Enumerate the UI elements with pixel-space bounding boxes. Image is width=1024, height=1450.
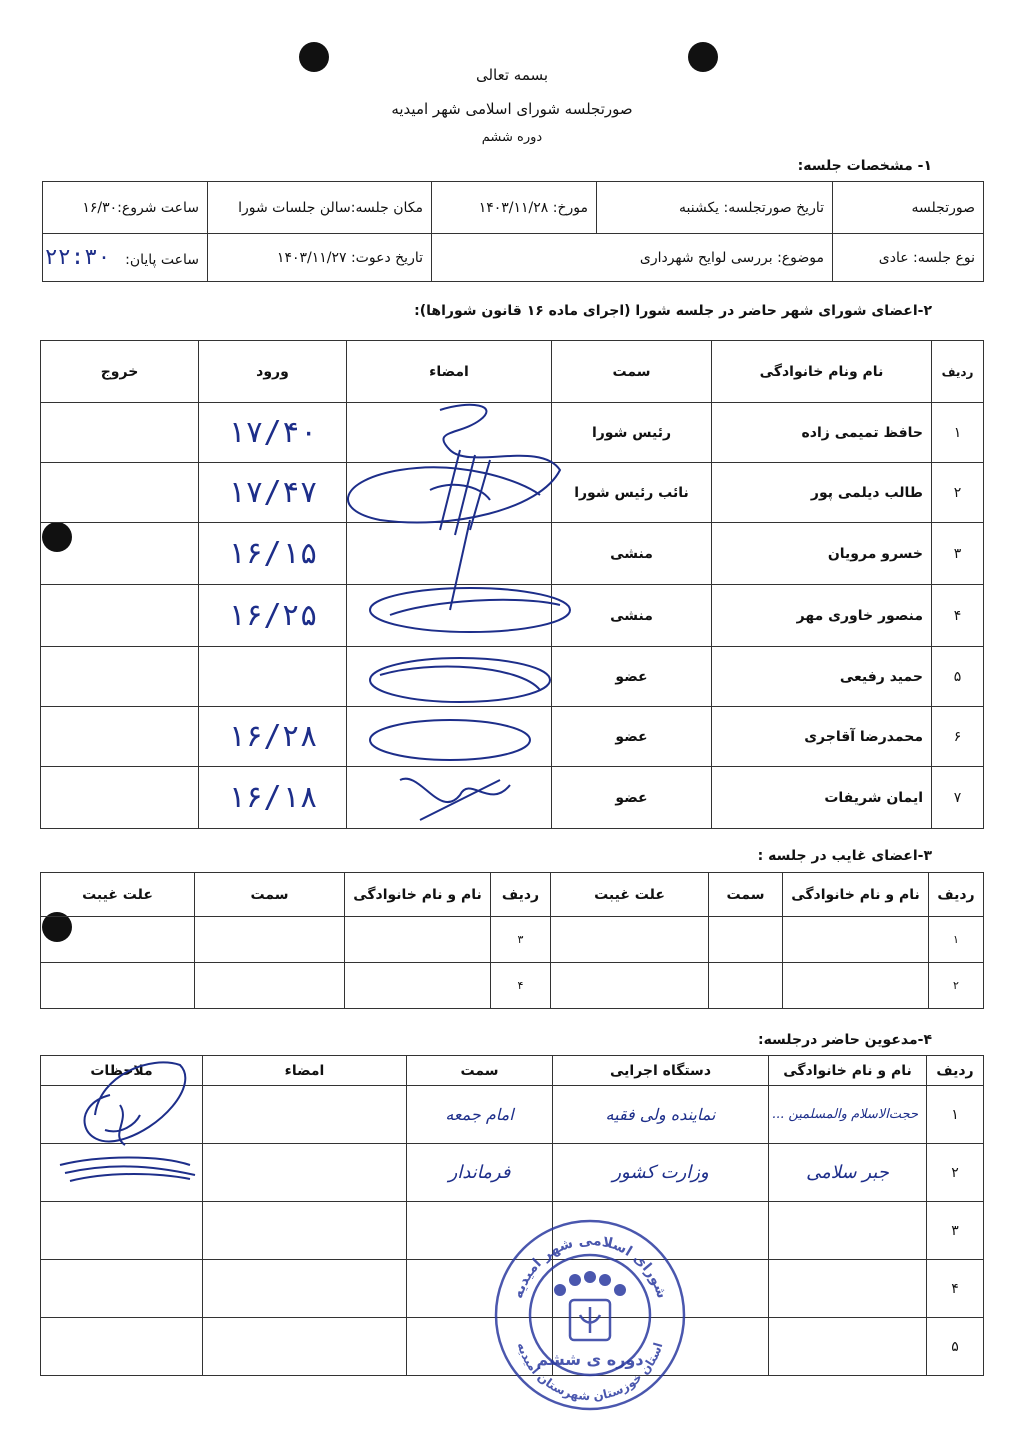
invitee-remarks [41, 1144, 203, 1202]
col-name: نام و نام خانوادگی [783, 873, 929, 917]
empty-cell [41, 917, 195, 963]
empty-cell [345, 917, 491, 963]
end-time-label: ساعت پایان: [125, 252, 199, 268]
present-members-table [40, 340, 984, 829]
member-name: حمید رفیعی [712, 647, 932, 707]
section1-title: ۱- مشخصات جلسه: [797, 158, 932, 174]
meeting-subject: موضوع: بررسی لوایح شهرداری [432, 234, 833, 282]
member-role: نائب رئیس شورا [552, 463, 712, 523]
empty-cell [551, 917, 709, 963]
entry-time: ۱۶/۱۵ [199, 523, 347, 585]
row-number: ۴ [932, 585, 984, 647]
exit-time [41, 767, 199, 829]
empty-cell [41, 963, 195, 1009]
table-row [41, 963, 984, 1009]
row-number: ۵ [927, 1318, 984, 1376]
col-role: سمت [709, 873, 783, 917]
invitee-name: حجت‌الاسلام والمسلمین ... [769, 1086, 927, 1144]
member-name: حافظ تمیمی زاده [712, 403, 932, 463]
empty-cell [203, 1202, 407, 1260]
col-role: سمت [195, 873, 345, 917]
table-row [41, 463, 984, 523]
invitee-role: امام جمعه [407, 1086, 553, 1144]
member-name: ایمان شریفات [712, 767, 932, 829]
row-number: ۲ [932, 463, 984, 523]
row-number: ۲ [929, 963, 984, 1009]
col-name: نام ونام خانوادگی [712, 341, 932, 403]
meeting-details-table [42, 181, 984, 282]
row-number: ۳ [491, 917, 551, 963]
row-number: ۷ [932, 767, 984, 829]
row-number: ۲ [927, 1144, 984, 1202]
col-exit: خروج [41, 341, 199, 403]
empty-cell [203, 1260, 407, 1318]
row-number: ۴ [491, 963, 551, 1009]
table-row [41, 647, 984, 707]
exit-time [41, 403, 199, 463]
table-row [41, 1260, 984, 1318]
empty-cell [41, 1318, 203, 1376]
empty-cell [709, 963, 783, 1009]
col-absence-reason: علت غیبت [41, 873, 195, 917]
exit-time [41, 523, 199, 585]
empty-cell [769, 1260, 927, 1318]
session-location: مکان جلسه:سالن جلسات شورا [208, 182, 432, 234]
invitee-signature [203, 1144, 407, 1202]
member-role: عضو [552, 647, 712, 707]
member-signature [347, 463, 552, 523]
empty-cell [551, 963, 709, 1009]
row-number: ۶ [932, 707, 984, 767]
col-entry: ورود [199, 341, 347, 403]
table-row [41, 585, 984, 647]
col-row-number: ردیف [927, 1056, 984, 1086]
empty-cell [769, 1318, 927, 1376]
row-number: ۱ [929, 917, 984, 963]
member-name: طالب دیلمی پور [712, 463, 932, 523]
session-dated: مورخ: ۱۴۰۳/۱۱/۲۸ [432, 182, 597, 234]
empty-cell [345, 963, 491, 1009]
member-name: محمدرضا آقاجری [712, 707, 932, 767]
member-signature [347, 767, 552, 829]
empty-cell [41, 1260, 203, 1318]
entry-time: ۱۶/۱۸ [199, 767, 347, 829]
invitees-table [40, 1055, 984, 1376]
member-signature [347, 403, 552, 463]
entry-time: ۱۷/۴۰ [199, 403, 347, 463]
empty-cell [41, 1202, 203, 1260]
table-row [41, 403, 984, 463]
entry-time: ۱۷/۴۷ [199, 463, 347, 523]
row-number: ۳ [932, 523, 984, 585]
member-name: منصور خاوری مهر [712, 585, 932, 647]
col-absence-reason: علت غیبت [551, 873, 709, 917]
invitee-remarks [41, 1086, 203, 1144]
row-number: ۵ [932, 647, 984, 707]
entry-time: ۱۶/۲۵ [199, 585, 347, 647]
empty-cell [407, 1260, 553, 1318]
invitee-organization: نماینده ولی فقیه [553, 1086, 769, 1144]
stamp-bottom-text: استان خوزستان شهرستان امیدیه [514, 1340, 666, 1404]
section3-title: ۳-اعضای غایب در جلسه : [757, 848, 932, 864]
member-role: عضو [552, 767, 712, 829]
empty-cell [195, 963, 345, 1009]
col-row-number: ردیف [929, 873, 984, 917]
empty-cell [407, 1202, 553, 1260]
start-time: ساعت شروع:۱۶/۳۰ [43, 182, 208, 234]
col-name: نام و نام خانوادگی [345, 873, 491, 917]
member-role: منشی [552, 523, 712, 585]
entry-time [199, 647, 347, 707]
invitee-signature [203, 1086, 407, 1144]
page-title: صورتجلسه شورای اسلامی شهر امیدیه [391, 100, 633, 118]
meeting-type: نوع جلسه: عادی [833, 234, 984, 282]
col-signature: امضاء [203, 1056, 407, 1086]
invite-date: تاریخ دعوت: ۱۴۰۳/۱۱/۲۷ [208, 234, 432, 282]
invitee-organization: وزارت کشور [553, 1144, 769, 1202]
doc-type: صورتجلسه [833, 182, 984, 234]
empty-cell [407, 1318, 553, 1376]
empty-cell [195, 917, 345, 963]
exit-time [41, 707, 199, 767]
section4-title: ۴-مدعوین حاضر درجلسه: [757, 1032, 932, 1048]
col-name: نام و نام خانوادگی [769, 1056, 927, 1086]
empty-cell [709, 917, 783, 963]
term-label: دوره ششم [481, 130, 543, 145]
table-row [41, 1144, 984, 1202]
table-row [41, 707, 984, 767]
col-row-number: ردیف [932, 341, 984, 403]
col-row-number: ردیف [491, 873, 551, 917]
invitee-name: جبر سلامی [769, 1144, 927, 1202]
empty-cell [783, 917, 929, 963]
row-number: ۱ [927, 1086, 984, 1144]
table-row [41, 1086, 984, 1144]
member-signature [347, 647, 552, 707]
exit-time [41, 585, 199, 647]
member-name: خسرو مرویان [712, 523, 932, 585]
row-number: ۱ [932, 403, 984, 463]
exit-time [41, 463, 199, 523]
empty-cell [553, 1260, 769, 1318]
empty-cell [769, 1202, 927, 1260]
exit-time [41, 647, 199, 707]
empty-cell [553, 1318, 769, 1376]
table-row [41, 917, 984, 963]
absent-members-table [40, 872, 984, 1009]
section2-title: ۲-اعضای شورای شهر حاضر در جلسه شورا (اجرای ماده ۱۶ قانون شوراها): [414, 303, 932, 319]
member-signature [347, 707, 552, 767]
stamp-outer-text: شورای اسلامی شهر امیدیه [510, 1232, 670, 1301]
session-date-label: تاریخ صورتجلسه: یکشنبه [597, 182, 833, 234]
empty-cell [203, 1318, 407, 1376]
col-role: سمت [407, 1056, 553, 1086]
invitee-role: فرماندار [407, 1144, 553, 1202]
col-role: سمت [552, 341, 712, 403]
table-row [41, 767, 984, 829]
end-time-value: ۲۲:۳۰ [44, 245, 111, 270]
col-remarks: ملاحظات [41, 1056, 203, 1086]
member-role: رئیس شورا [552, 403, 712, 463]
member-signature [347, 585, 552, 647]
member-signature [347, 523, 552, 585]
table-row [41, 523, 984, 585]
table-row [41, 1202, 984, 1260]
table-row [41, 1318, 984, 1376]
member-role: منشی [552, 585, 712, 647]
col-signature: امضاء [347, 341, 552, 403]
empty-cell [553, 1202, 769, 1260]
end-time-cell [43, 234, 208, 282]
row-number: ۴ [927, 1260, 984, 1318]
entry-time: ۱۶/۲۸ [199, 707, 347, 767]
row-number: ۳ [927, 1202, 984, 1260]
col-organization: دستگاه اجرایی [553, 1056, 769, 1086]
bismillah: بسمه تعالی [475, 66, 549, 84]
member-role: عضو [552, 707, 712, 767]
empty-cell [783, 963, 929, 1009]
stamp-center-text: دوره ی ششم [536, 1350, 644, 1369]
